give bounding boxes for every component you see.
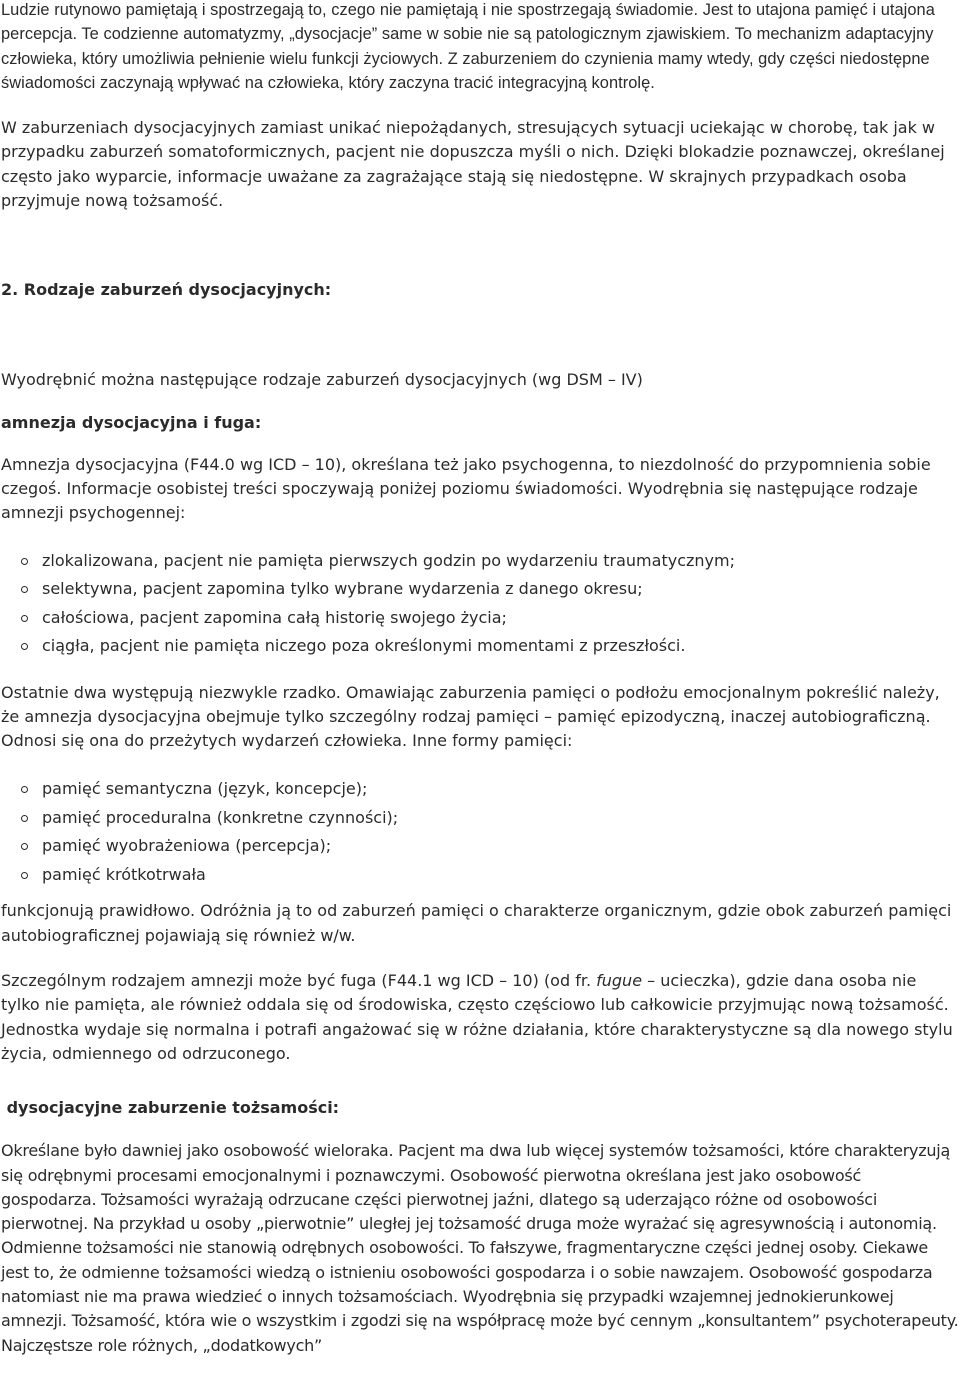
list-item: pamięć proceduralna (konkretne czynności); (1, 804, 960, 833)
subheading-amnesia: amnezja dysocjacyjna i fuga: (1, 412, 262, 432)
paragraph-functioning: funkcjonują prawidłowo. Odróżnia ją to od zaburzeń pamięci o charakterze organicznym, gdzie obok zaburzeń pamięci autobiograficznej pojawiają się również w/w. (1, 901, 952, 945)
list-item: selektywna, pacjent zapomina tylko wybrane wydarzenia z danego okresu; (1, 575, 960, 604)
section-heading: 2. Rodzaje zaburzeń dysocjacyjnych: (1, 280, 332, 300)
amnesia-types-list (1, 547, 960, 661)
fugue-text-before: Szczególnym rodzajem amnezji może być fuga (F44.1 wg ICD – 10) (od fr. (1, 971, 597, 991)
list-item: ciągła, pacjent nie pamięta niczego poza określonymi momentami z przeszłości. (1, 632, 960, 661)
paragraph-fugue (1, 969, 960, 1066)
list-item: całościowa, pacjent zapomina całą historię swojego życia; (1, 604, 960, 633)
list-item: pamięć krótkotrwała (1, 861, 960, 890)
paragraph-rare-types: Ostatnie dwa występują niezwykle rzadko. Omawiając zaburzenia pamięci o podłożu emocjonalnym pokreślić należy, że amnezja dysocjacyjna obejmuje tylko szczególny rodzaj pamięci – pamięć epizodyczną, inaczej autobiograficzną. Odnosi się ona do przeżytych wydarzeń człowieka. Inne formy pamięci: (1, 682, 940, 751)
paragraph-identity-disorder: Określane było dawniej jako osobowość wieloraka. Pacjent ma dwa lub więcej systemów tożsamości, które charakteryzują się odrębnymi procesami emocjonalnymi i poznawczymi. Osobowość pierwotna określana jest jako osobowość gospodarza. Tożsamości wyrażają odrzucane części pierwotnej jaźni, dlatego są uderzająco różne od osobowości pierwotnej. Na przykład u osoby „pierwotnie” uległej jej tożsamość druga może wyrażać się agresywnością i autonomią. Odmienne tożsamości nie stanowią odrębnych osobowości. To fałszywe, fragmentaryczne części jednej osoby. Ciekawe jest to, że odmienne tożsamości wiedzą o istnieniu osobowości gospodarza i o sobie nawzajem. Osobowość gospodarza natomiast nie ma prawa wiedzieć o innych tożsamościach. Wyodrębnia się przypadki wzajemnej jednokierunkowej amnezji. Tożsamość, która wie o wszystkim i zgodzi się na współpracę może być cennym „konsultantem” psychoterapeuty. Najczęstsze role różnych, „dodatkowych” (1, 1141, 959, 1355)
fugue-term: fugue (596, 971, 643, 991)
list-item: pamięć wyobrażeniowa (percepcja); (1, 832, 960, 861)
list-item: pamięć semantyczna (język, koncepcje); (1, 775, 960, 804)
memory-forms-list (1, 775, 960, 889)
paragraph-intro: Ludzie rutynowo pamiętają i spostrzegają to, czego nie pamiętają i nie spostrzegają świadomie. Jest to utajona pamięć i utajona percepcja. Te codzienne automatyzmy, „dysocjacje” same w sobie nie są patologicznym zjawiskiem. To mechanizm adaptacyjny człowieka, który umożliwia pełnienie wielu funkcji życiowych. Z zaburzeniem do czynienia mamy wtedy, gdy części niedostępne świadomości zaczynają wpływać na człowieka, który zaczyna tracić integracyjną kontrolę. (1, 1, 935, 92)
subheading-identity-disorder: dysocjacyjne zaburzenie tożsamości: (1, 1098, 340, 1118)
paragraph-types-intro: Wyodrębnić można następujące rodzaje zaburzeń dysocjacyjnych (wg DSM – IV) (1, 370, 643, 390)
list-item: zlokalizowana, pacjent nie pamięta pierwszych godzin po wydarzeniu traumatycznym; (1, 547, 960, 576)
paragraph-dissociative-disorders: W zaburzeniach dysocjacyjnych zamiast unikać niepożądanych, stresujących sytuacji uciekając w chorobę, tak jak w przypadku zaburzeń somatoformicznych, pacjent nie dopuszcza myśli o nich. Dzięki blokadzie poznawczej, określanej często jako wyparcie, informacje uważane za zagrażające stają się niedostępne. W skrajnych przypadkach osoba przyjmuje nową tożsamość. (1, 118, 945, 211)
fugue-text-after: – ucieczka), gdzie dana osoba nie tylko nie pamięta, ale również oddala się od środowiska, często częściowo lub całkowicie przyjmując nową tożsamość. Jednostka wydaje się normalna i potrafi angażować się w różne działania, które charakterystyczne są dla nowego stylu życia, odmiennego od odrzuconego. (1, 971, 953, 1063)
paragraph-amnesia: Amnezja dysocjacyjna (F44.0 wg ICD – 10), określana też jako psychogenna, to niezdolność do przypomnienia sobie czegoś. Informacje osobistej treści spoczywają poniżej poziomu świadomości. Wyodrębnia się następujące rodzaje amnezji psychogennej: (1, 454, 931, 523)
